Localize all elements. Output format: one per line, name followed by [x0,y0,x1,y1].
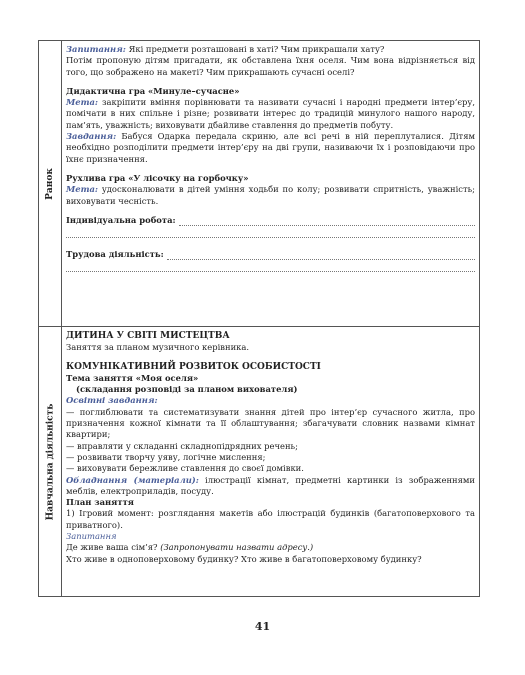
art-heading: ДИТИНА У СВІТІ МИСТЕЦТВА [66,331,230,341]
lesson-side-label: Навчальна діяльність [45,403,55,521]
column-divider [61,41,62,596]
game1-goal: Мета: закріпити вміння порівнювати та називати сучасні і народні предмети інтер’єру, помічати в них спільне і різне; розвивати інтерес до традицій минулого нашого народу, пам’ять, уважність; виховувати дбайливе ставлення до предметів побуту. [66,97,475,130]
topic-sub: (складання розповіді за планом вихователя) [76,384,298,395]
game2-goal: Мета: удосконалювати в дітей уміння ходьби по колу; розвивати спритність, уважність; виховувати чесність. [66,184,475,206]
topic-line: Тема заняття «Моя оселя» [66,372,199,383]
game1-title: Дидактична гра «Минуле–сучасне» [66,85,240,96]
plan-item-1: 1) Ігровий момент: розглядання макетів або ілюстрацій будинків (багатоповерхового та приватного). [66,508,475,530]
task-2: — вправляти у складанні складнопідрядних речень; [66,440,298,451]
task-3: — розвивати творчу уяву, логічне мислення; [66,451,266,462]
questions-label: Запитання [66,531,117,542]
page-number: 41 [254,620,271,633]
game1-task: Завдання: Бабуся Одарка передала скриню, але всі речі в ній переплуталися. Дітям необхідно розподілити предмети інтер’єру на дві групи, називаючи їх і розповідаючи про їхнє призначення. [66,131,475,164]
lesson-section [66,331,475,565]
individual-work-line: Індивідуальна робота: [66,215,475,226]
question-1: Де живе ваша сім’я? (Запропонувати назвати адресу.) [66,542,314,553]
labor-blank [66,260,475,272]
plan-table [38,40,480,597]
morning-section [66,44,475,272]
game2-title: Рухлива гра «У лісочку на горбочку» [66,172,249,183]
row-divider [39,326,479,327]
morning-invite: Потім пропоную дітям пригадати, як обставлена їхня оселя. Чим вона відрізняється від того, що зображено на макеті? Чим прикрашають сучасні оселі? [66,55,475,77]
morning-questions: Запитання: Які предмети розташовані в хаті? Чим прикрашали хату? [66,44,385,54]
labor-line: Трудова діяльність: [66,249,475,260]
tasks-label: Освітні завдання: [66,395,158,406]
individual-work-blank [66,226,475,238]
art-text: Заняття за планом музичного керівника. [66,342,250,353]
comm-heading: КОМУНІКАТИВНИЙ РОЗВИТОК ОСОБИСТОСТІ [66,361,321,372]
morning-side-label: Ранок [45,167,56,200]
question-2: Хто живе в одноповерховому будинку? Хто живе в багатоповерховому будинку? [66,553,422,564]
task-1: — поглиблювати та систематизувати знання дітей про інтер’єр сучасного житла, про призначення кожної кімнати та її облаштування; збагачувати словник назвами кімнат квартири; [66,406,475,440]
plan-heading: План заняття [66,497,134,508]
task-4: — виховувати бережливе ставлення до своєї домівки. [66,463,304,474]
equipment: Обладнання (матеріали): ілюстрації кімнат, предметні картинки із зображеннями меблів, електроприладів, посуду. [66,474,475,496]
